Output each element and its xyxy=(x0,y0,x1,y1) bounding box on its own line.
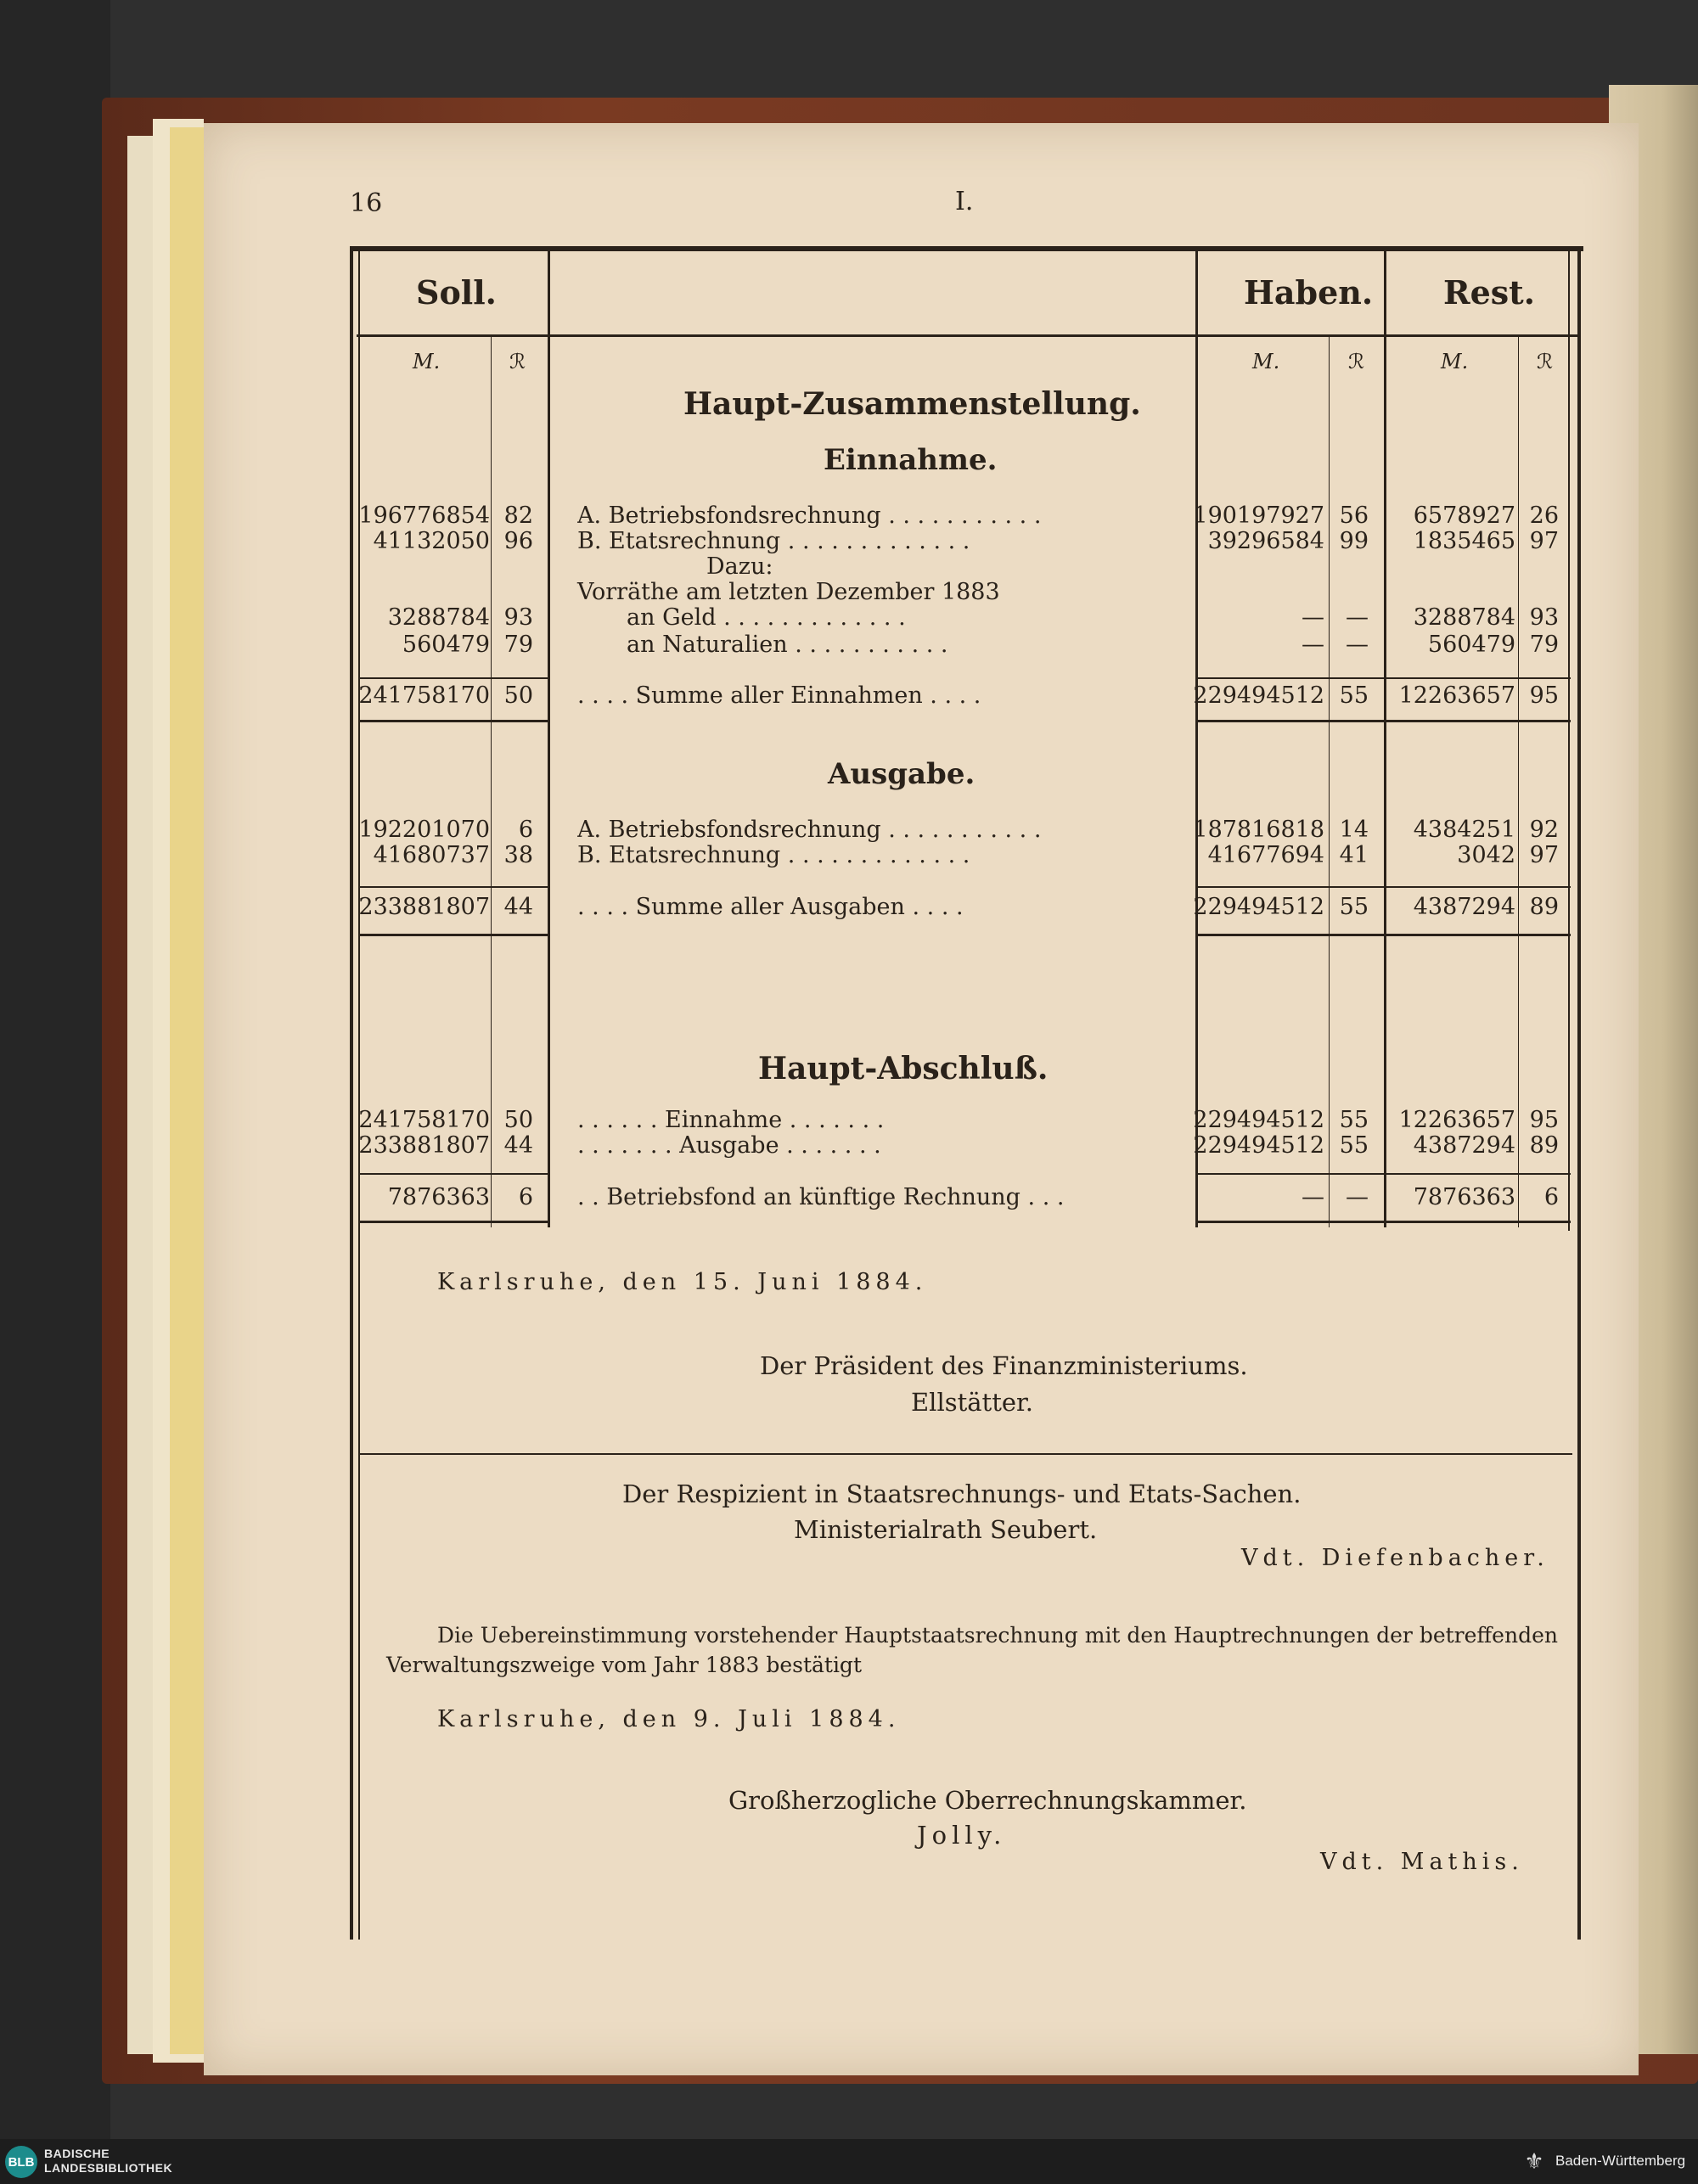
vdt-diefenbacher: Vdt. Diefenbacher. xyxy=(1241,1545,1549,1571)
dazu-label: Dazu: xyxy=(706,553,773,580)
cell-rest-pf: 6 xyxy=(1543,1184,1559,1210)
cell-soll-pf: 82 xyxy=(503,502,533,529)
cell-soll-pf: 44 xyxy=(503,894,533,920)
blb-name xyxy=(44,2147,172,2176)
cell-haben-m: 229494512 xyxy=(1193,1107,1324,1133)
baden-wuerttemberg-label[interactable]: Baden-Württemberg xyxy=(1555,2153,1686,2169)
cell-soll-pf: 44 xyxy=(503,1132,533,1159)
cell-rest-m: 4387294 xyxy=(1413,894,1515,920)
cell-soll-m: 560479 xyxy=(402,632,490,658)
cell-rest-pf: 93 xyxy=(1529,604,1559,631)
cell-label: an Geld . . . . . . . . . . . . . xyxy=(627,604,906,631)
cell-soll-pf: 96 xyxy=(503,528,533,554)
cell-haben-pf: — xyxy=(1346,1184,1369,1210)
cell-soll-pf: 6 xyxy=(518,817,533,843)
cell-haben-m: 229494512 xyxy=(1193,894,1324,920)
cell-haben-m: 229494512 xyxy=(1193,682,1324,709)
cell-haben-pf: 14 xyxy=(1339,817,1369,843)
cell-haben-pf: 55 xyxy=(1339,682,1369,709)
cell-soll-pf: 79 xyxy=(503,632,533,658)
cell-label: B. Etatsrechnung . . . . . . . . . . . . . xyxy=(577,528,970,554)
cell-label: . . . . Summe aller Ausgaben . . . . xyxy=(577,894,964,920)
cell-soll-m: 233881807 xyxy=(358,894,490,920)
cell-haben-pf: 55 xyxy=(1339,1107,1369,1133)
unit-mark: M. xyxy=(1441,350,1469,373)
col-header-haben: Haben. xyxy=(1244,273,1374,312)
president-name: Ellstätter. xyxy=(911,1388,1033,1417)
cell-rest-pf: 97 xyxy=(1529,842,1559,868)
unit-mark: M. xyxy=(413,350,441,373)
cell-label: an Naturalien . . . . . . . . . . . xyxy=(627,632,948,658)
cell-label: . . Betriebsfond an künftige Rechnung . . . xyxy=(577,1184,1065,1210)
col-header-rest: Rest. xyxy=(1443,273,1535,312)
cell-label: A. Betriebsfondsrechnung . . . . . . . . . . . xyxy=(577,817,1042,843)
unit-pfennig: ℛ xyxy=(1348,350,1365,373)
confirmation-line-2: Verwaltungszweige vom Jahr 1883 bestätigt xyxy=(386,1653,862,1677)
cell-rest-m: 6578927 xyxy=(1413,502,1515,529)
cell-label: B. Etatsrechnung . . . . . . . . . . . . . xyxy=(577,842,970,868)
president-title: Der Präsident des Finanzministeriums. xyxy=(760,1351,1248,1380)
respizient-title: Der Respizient in Staatsrechnungs- und Etats-Sachen. xyxy=(622,1479,1302,1508)
kammer-title: Großherzogliche Oberrechnungskammer. xyxy=(728,1786,1247,1815)
cell-soll-m: 196776854 xyxy=(358,502,490,529)
confirmation-line-1: Die Uebereinstimmung vorstehender Hauptstaatsrechnung mit den Hauptrechnungen der betreffenden xyxy=(437,1623,1558,1648)
coat-of-arms-icon: ⚜ xyxy=(1524,2149,1544,2175)
cell-haben-pf: — xyxy=(1346,632,1369,658)
cell-label: A. Betriebsfondsrechnung . . . . . . . . . . . xyxy=(577,502,1042,529)
cell-soll-m: 41132050 xyxy=(373,528,490,554)
vdt-mathis: Vdt. Mathis. xyxy=(1320,1849,1524,1875)
cell-haben-m: 39296584 xyxy=(1207,528,1324,554)
cell-soll-pf: 38 xyxy=(503,842,533,868)
blb-line-1: BADISCHE xyxy=(44,2147,110,2160)
blb-logo-icon[interactable]: BLB xyxy=(5,2146,37,2178)
viewer-footer xyxy=(0,2139,1698,2184)
page-number: 16 xyxy=(350,188,383,218)
background xyxy=(0,0,110,2139)
cell-haben-pf: 55 xyxy=(1339,1132,1369,1159)
cell-rest-pf: 89 xyxy=(1529,1132,1559,1159)
kammer-name: Jolly. xyxy=(917,1821,1007,1850)
cell-rest-m: 3042 xyxy=(1457,842,1515,868)
cell-rest-pf: 89 xyxy=(1529,894,1559,920)
unit-pfennig: ℛ xyxy=(509,350,526,373)
cell-haben-pf: — xyxy=(1346,604,1369,631)
cell-haben-pf: 99 xyxy=(1339,528,1369,554)
vorraethe-label: Vorräthe am letzten Dezember 1883 xyxy=(577,579,1000,605)
cell-haben-m: 190197927 xyxy=(1193,502,1324,529)
cell-rest-m: 12263657 xyxy=(1398,1107,1515,1133)
cell-rest-m: 4387294 xyxy=(1413,1132,1515,1159)
cell-haben-pf: 41 xyxy=(1339,842,1369,868)
cell-rest-pf: 92 xyxy=(1529,817,1559,843)
cell-rest-pf: 26 xyxy=(1529,502,1559,529)
ministerialrath-name: Ministerialrath Seubert. xyxy=(794,1515,1098,1544)
cell-haben-m: 229494512 xyxy=(1193,1132,1324,1159)
place-date-1: Karlsruhe, den 15. Juni 1884. xyxy=(437,1269,928,1295)
cell-soll-pf: 50 xyxy=(503,1107,533,1133)
cell-soll-m: 241758170 xyxy=(358,1107,490,1133)
cell-soll-m: 41680737 xyxy=(373,842,490,868)
heading-ausgabe: Ausgabe. xyxy=(828,757,976,791)
section-number: I. xyxy=(955,187,974,216)
col-header-soll: Soll. xyxy=(416,273,497,312)
cell-rest-m: 4384251 xyxy=(1413,817,1515,843)
cell-haben-pf: 56 xyxy=(1339,502,1369,529)
section-title-abschluss: Haupt-Abschluß. xyxy=(758,1051,1049,1086)
cell-haben-m: — xyxy=(1302,604,1324,631)
cell-haben-m: — xyxy=(1302,632,1324,658)
cell-label: . . . . . . Einnahme . . . . . . . xyxy=(577,1107,885,1133)
cell-soll-pf: 93 xyxy=(503,604,533,631)
cell-rest-m: 560479 xyxy=(1427,632,1515,658)
cell-soll-m: 233881807 xyxy=(358,1132,490,1159)
cell-haben-m: — xyxy=(1302,1184,1324,1210)
cell-rest-pf: 95 xyxy=(1529,1107,1559,1133)
unit-mark: M. xyxy=(1252,350,1280,373)
cell-soll-m: 7876363 xyxy=(387,1184,490,1210)
place-date-2: Karlsruhe, den 9. Juli 1884. xyxy=(437,1706,901,1732)
cell-rest-m: 1835465 xyxy=(1413,528,1515,554)
cell-soll-m: 241758170 xyxy=(358,682,490,709)
cell-rest-pf: 79 xyxy=(1529,632,1559,658)
cell-rest-pf: 95 xyxy=(1529,682,1559,709)
heading-einnahme: Einnahme. xyxy=(824,443,998,477)
cell-haben-m: 41677694 xyxy=(1207,842,1324,868)
cell-rest-m: 3288784 xyxy=(1413,604,1515,631)
page-edge-yellow xyxy=(170,127,204,2054)
cell-rest-m: 7876363 xyxy=(1413,1184,1515,1210)
cell-haben-m: 187816818 xyxy=(1193,817,1324,843)
cell-label: . . . . . . . Ausgabe . . . . . . . xyxy=(577,1132,881,1159)
cell-soll-m: 192201070 xyxy=(358,817,490,843)
cell-soll-pf: 6 xyxy=(518,1184,533,1210)
cell-soll-m: 3288784 xyxy=(387,604,490,631)
blb-line-2: LANDESBIBLIOTHEK xyxy=(44,2161,173,2175)
cell-soll-pf: 50 xyxy=(503,682,533,709)
cell-haben-pf: 55 xyxy=(1339,894,1369,920)
cell-label: . . . . Summe aller Einnahmen . . . . xyxy=(577,682,981,709)
unit-pfennig: ℛ xyxy=(1537,350,1554,373)
section-title-zusammenstellung: Haupt-Zusammenstellung. xyxy=(683,386,1141,422)
cell-rest-m: 12263657 xyxy=(1398,682,1515,709)
cell-rest-pf: 97 xyxy=(1529,528,1559,554)
